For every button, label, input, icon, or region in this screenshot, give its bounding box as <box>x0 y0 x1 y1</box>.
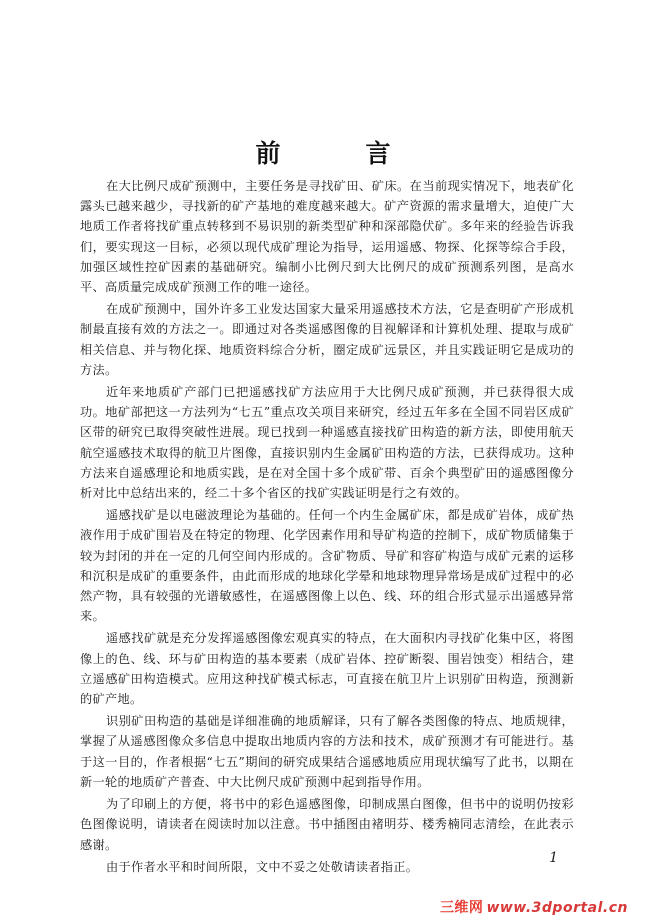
preface-body <box>80 176 574 877</box>
watermark-chinese: 三维网 <box>439 900 484 916</box>
paragraph-1: 在大比例尺成矿预测中，主要任务是寻找矿田、矿床。在当前现实情况下，地表矿化露头已越来越少，寻找新的矿产基地的难度越来越大。矿产资源的需求量增大，迫使广大地质工作者将找矿重点转移到不易识别的新类型矿种和深部隐伏矿。多年来的经验告诉我们，要实现这一目标，必须以现代成矿理论为指导，运用遥感、物探、化探等综合手段，加强区域性控矿因素的基础研究。编制小比例尺到大比例尺的成矿预测系列图，是高水平、高质量完成成矿预测工作的唯一途径。 <box>80 179 574 295</box>
paragraph-6: 识别矿田构造的基础是详细准确的地质解译，只有了解各类图像的特点、地质规律，掌握了从遥感图像众多信息中提取出地质内容的方法和技术，成矿预测才有可能进行。基于这一目的，作者根据“七五”期间的研究成果结合遥感地质应用现状编写了此书，以期在新一轮的地质矿产普查、中大比例尺成矿预测中起到指导作用。 <box>80 714 574 789</box>
paragraph-7: 为了印刷上的方便，将书中的彩色遥感图像，印制成黑白图像，但书中的说明仍按彩色图像说明，请读者在阅读时加以注意。书中插图由褚明芬、楼秀楠同志清绘，在此表示感谢。 <box>80 797 574 852</box>
paragraph-2: 在成矿预测中，国外许多工业发达国家大量采用遥感技术方法，它是查明矿产形成机制最直接有效的方法之一。即通过对各类遥感图像的目视解译和计算机处理、提取与成矿相关信息、并与物化探、地质资料综合分析，圈定成矿远景区，并且实践证明它是成功的方法。 <box>80 302 574 377</box>
watermark-logo <box>440 897 628 917</box>
paragraph-3: 近年来地质矿产部门已把遥感找矿方法应用于大比例尺成矿预测，并已获得很大成功。地矿部把这一方法列为“七五”重点攻关项目来研究，经过五年多在全国不同岩区成矿区带的研究已取得突破性进展。现已找到一种遥感直接找矿田构造的新方法，即使用航天航空遥感技术取得的航卫片图像，直接识别内生金属矿田构造的方法，已获得成功。这种方法来自遥感理论和地质实践，是在对全国十多个成矿带、百余个典型矿田的遥感图像分析对比中总结出来的，经二十多个省区的找矿实践证明是行之有效的。 <box>80 385 574 501</box>
watermark-url: www.3dportal.cn <box>486 900 628 916</box>
paragraph-4: 遥感找矿是以电磁波理论为基础的。任何一个内生金属矿床，都是成矿岩体，成矿热液作用于成矿围岩及在特定的物理、化学因素作用和导矿构造的控制下，成矿物质储集于较为封闭的并在一定的几何空间内形成的。含矿物质、导矿和容矿构造与成矿元素的运移和沉积是成矿的重要条件，由此而形成的地球化学晕和地球物理异常场是成矿过程中的必然产物，具有较强的光谱敏感性，在遥感图像上以色、线、环的组合形式显示出遥感异常来。 <box>80 508 574 624</box>
paragraph-5: 遥感找矿就是充分发挥遥感图像宏观真实的特点，在大面积内寻找矿化集中区，将图像上的色、线、环与矿田构造的基本要素（成矿岩体、控矿断裂、围岩蚀变）相结合，建立遥感矿田构造模式。应用这种找矿模式标志，可直接在航卫片上识别矿田构造，预测新的矿产地。 <box>80 631 574 707</box>
page-title: 前 言 <box>255 138 421 168</box>
page-number: 1 <box>549 850 558 866</box>
paragraph-8: 由于作者水平和时间所限，文中不妥之处敬请读者指正。 <box>106 859 419 874</box>
